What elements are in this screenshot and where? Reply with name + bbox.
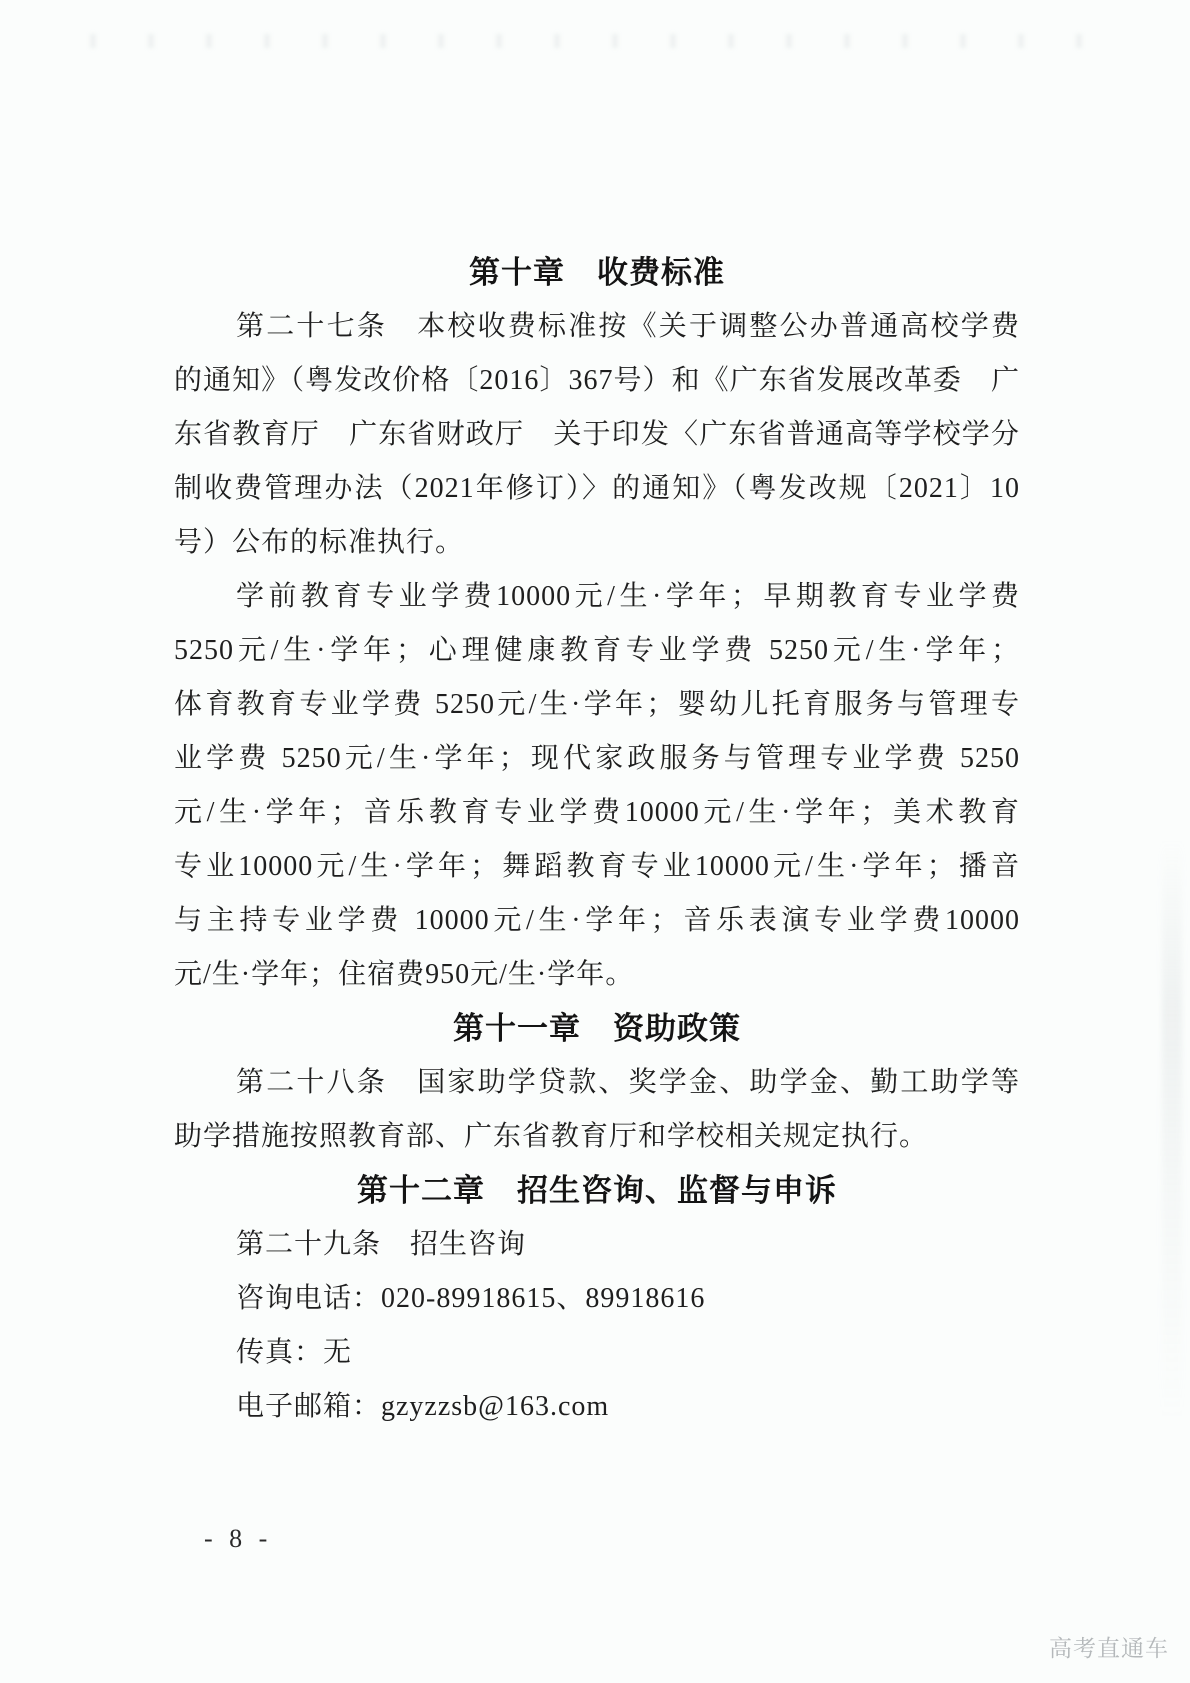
fees-line-3: 体育教育专业学费 5250元/生·学年；婴幼儿托育服务与管理专 xyxy=(174,689,1020,720)
chapter-12-heading: 第十二章 招生咨询、监督与申诉 xyxy=(357,1173,837,1208)
fees-line-5: 元/生·学年；音乐教育专业学费10000元/生·学年；美术教育 xyxy=(174,797,1020,828)
fees-line-2: 5250元/生·学年；心理健康教育专业学费 5250元/生·学年； xyxy=(174,635,1020,666)
fees-line-7: 与主持专业学费 10000元/生·学年；音乐表演专业学费10000 xyxy=(174,905,1020,936)
email-line: 电子邮箱：gzyzzsb@163.com xyxy=(236,1391,610,1422)
consult-phone-line: 咨询电话：020-89918615、89918616 xyxy=(236,1283,706,1314)
article27-line-4: 制收费管理办法（2021年修订）〉的通知》（粤发改规〔2021〕10 xyxy=(174,473,1020,504)
article27-line-2: 的通知》（粤发改价格〔2016〕367号）和《广东省发展改革委 广 xyxy=(174,365,1020,396)
watermark: 高考直通车 xyxy=(1049,1635,1169,1661)
scan-artifact-right xyxy=(1162,840,1182,1420)
chapter-11-heading: 第十一章 资助政策 xyxy=(453,1011,741,1046)
page-number: - 8 - xyxy=(204,1524,273,1553)
fees-line-4: 业学费 5250元/生·学年；现代家政服务与管理专业学费 5250 xyxy=(174,743,1020,774)
fees-line-8: 元/生·学年；住宿费950元/生·学年。 xyxy=(174,959,635,990)
article27-line-1: 第二十七条 本校收费标准按《关于调整公办普通高校学费 xyxy=(236,311,1020,342)
document-body xyxy=(174,246,1020,1434)
article28-line-1: 第二十八条 国家助学贷款、奖学金、助学金、勤工助学等 xyxy=(236,1067,1020,1098)
article27-line-5: 号）公布的标准执行。 xyxy=(174,527,465,558)
fees-line-1: 学前教育专业学费10000元/生·学年；早期教育专业学费 xyxy=(236,581,1020,612)
fax-line: 传真：无 xyxy=(236,1337,353,1368)
chapter-10-heading: 第十章 收费标准 xyxy=(469,255,725,290)
article28-line-2: 助学措施按照教育部、广东省教育厅和学校相关规定执行。 xyxy=(174,1121,929,1152)
scan-artifact-top xyxy=(90,34,1090,48)
fees-line-6: 专业10000元/生·学年；舞蹈教育专业10000元/生·学年；播音 xyxy=(174,851,1020,882)
article27-line-3: 东省教育厅 广东省财政厅 关于印发〈广东省普通高等学校学分 xyxy=(174,419,1020,450)
article29-line: 第二十九条 招生咨询 xyxy=(236,1229,527,1260)
